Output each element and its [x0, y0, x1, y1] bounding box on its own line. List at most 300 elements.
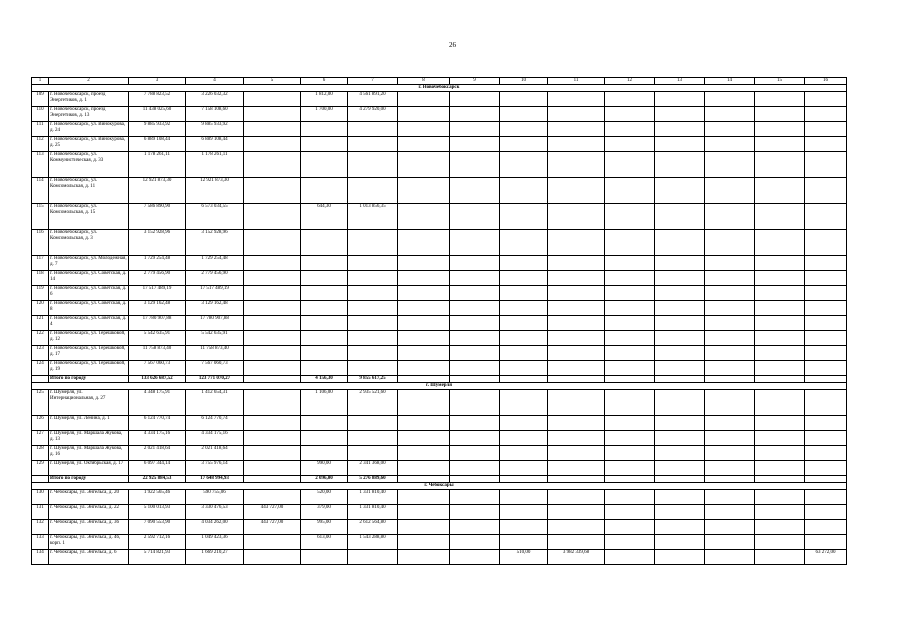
value-cell — [655, 301, 705, 316]
value-cell — [301, 331, 348, 346]
value-cell — [450, 476, 500, 483]
address-cell: г. Новочебоксарск, ул. Винокурова, д. 25 — [49, 137, 129, 152]
value-cell — [244, 361, 301, 376]
value-cell — [755, 431, 805, 446]
address-cell: г. Новочебоксарск, ул. Коммунистическая, д. 33 — [49, 152, 129, 178]
column-number: 1 — [32, 78, 49, 85]
value-cell — [500, 178, 548, 204]
value-cell — [398, 204, 450, 230]
value-cell — [655, 361, 705, 376]
value-cell — [244, 416, 301, 431]
address-cell: г. Новочебоксарск, ул. Комсомольская, д. 15 — [49, 204, 129, 230]
value-cell: 7 586 890,90 — [129, 204, 186, 230]
row-number-cell: 133 — [32, 535, 49, 550]
value-cell — [450, 230, 500, 256]
column-number: 13 — [655, 78, 705, 85]
data-table — [31, 77, 847, 565]
value-cell: 6 573 034,55 — [186, 204, 244, 230]
value-cell — [655, 390, 705, 416]
value-cell — [398, 490, 450, 505]
value-cell — [500, 490, 548, 505]
total-label-cell: Итого по городу — [49, 476, 129, 483]
value-cell — [755, 520, 805, 535]
value-cell: 1 812,00 — [301, 92, 348, 107]
value-cell — [605, 137, 655, 152]
value-cell: 133 626 687,52 — [129, 376, 186, 383]
column-number: 6 — [301, 78, 348, 85]
value-cell — [755, 137, 805, 152]
table-row — [32, 431, 847, 446]
value-cell — [805, 390, 847, 416]
value-cell: 2 096,00 — [301, 476, 348, 483]
value-cell — [500, 286, 548, 301]
value-cell: 6 097 344,14 — [129, 461, 186, 476]
value-cell — [450, 431, 500, 446]
row-number-cell: 123 — [32, 346, 49, 361]
table-row — [32, 107, 847, 122]
section-title: г. Шумерля — [32, 383, 847, 390]
table-row — [32, 505, 847, 520]
value-cell — [655, 230, 705, 256]
value-cell — [705, 505, 755, 520]
table-row — [32, 390, 847, 416]
value-cell — [755, 271, 805, 286]
value-cell — [605, 178, 655, 204]
value-cell — [548, 152, 605, 178]
value-cell: 3 330 476,53 — [186, 505, 244, 520]
value-cell — [301, 346, 348, 361]
value-cell — [398, 92, 450, 107]
value-cell — [705, 122, 755, 137]
column-number-row — [32, 78, 847, 85]
section-title: г. Чебоксары — [32, 483, 847, 490]
value-cell: 9 885 933,92 — [129, 122, 186, 137]
value-cell: 379,00 — [301, 505, 348, 520]
value-cell: 3 129 162,48 — [186, 301, 244, 316]
value-cell — [548, 416, 605, 431]
value-cell — [348, 152, 398, 178]
value-cell: 12 921 873,30 — [129, 178, 186, 204]
address-cell: г. Новочебоксарск, проезд Энергетиков, д. 1 — [49, 92, 129, 107]
value-cell — [398, 256, 450, 271]
address-cell: г. Новочебоксарск, ул. Терешковой, д. 17 — [49, 346, 129, 361]
value-cell: 2 779 456,90 — [186, 271, 244, 286]
value-cell — [655, 476, 705, 483]
value-cell — [348, 137, 398, 152]
value-cell — [500, 505, 548, 520]
value-cell: 3 755 976,14 — [186, 461, 244, 476]
value-cell: 1 178 261,11 — [129, 152, 186, 178]
value-cell — [605, 346, 655, 361]
value-cell — [398, 390, 450, 416]
value-cell: 1 729 254,48 — [186, 256, 244, 271]
value-cell — [301, 301, 348, 316]
value-cell: 443 727,00 — [244, 520, 301, 535]
value-cell — [655, 271, 705, 286]
value-cell — [450, 446, 500, 461]
table-row — [32, 122, 847, 137]
address-cell: г. Новочебоксарск, ул. Комсомольская, д. 11 — [49, 178, 129, 204]
row-number-cell: 127 — [32, 431, 49, 446]
value-cell: 1 729 254,48 — [129, 256, 186, 271]
value-cell — [301, 361, 348, 376]
value-cell — [244, 271, 301, 286]
value-cell — [655, 256, 705, 271]
value-cell — [705, 152, 755, 178]
value-cell — [805, 490, 847, 505]
row-number-cell: 115 — [32, 204, 49, 230]
section-header-row — [32, 85, 847, 92]
value-cell — [244, 230, 301, 256]
value-cell: 7 158 108,60 — [186, 107, 244, 122]
address-cell: г. Чебоксары, ул. Энгельса, д. 46, корп. 1 — [49, 535, 129, 550]
value-cell — [548, 376, 605, 383]
value-cell — [244, 204, 301, 230]
value-cell — [605, 107, 655, 122]
value-cell — [805, 122, 847, 137]
value-cell — [755, 490, 805, 505]
address-cell: г. Чебоксары, ул. Энгельса, д. 36 — [49, 520, 129, 535]
table-row — [32, 520, 847, 535]
value-cell — [605, 286, 655, 301]
value-cell — [398, 361, 450, 376]
value-cell — [301, 230, 348, 256]
address-cell: г. Чебоксары, ул. Энгельса, д. 6 — [49, 550, 129, 565]
value-cell — [705, 390, 755, 416]
address-cell: г. Новочебоксарск, ул. Советская, д. 4 — [49, 316, 129, 331]
value-cell — [705, 316, 755, 331]
value-cell — [450, 346, 500, 361]
value-cell: 4 034 262,00 — [186, 520, 244, 535]
value-cell — [301, 550, 348, 565]
value-cell — [450, 256, 500, 271]
table-row — [32, 346, 847, 361]
value-cell: 1 106,00 — [301, 390, 348, 416]
value-cell — [500, 535, 548, 550]
value-cell — [450, 520, 500, 535]
value-cell — [655, 461, 705, 476]
column-number: 4 — [186, 78, 244, 85]
value-cell — [605, 301, 655, 316]
value-cell — [450, 416, 500, 431]
section-header-row — [32, 483, 847, 490]
value-cell — [244, 178, 301, 204]
row-number-cell: 120 — [32, 301, 49, 316]
table-row — [32, 461, 847, 476]
table-row — [32, 204, 847, 230]
value-cell — [348, 361, 398, 376]
value-cell — [605, 416, 655, 431]
value-cell: 7 567 060,73 — [129, 361, 186, 376]
value-cell — [705, 476, 755, 483]
value-cell — [805, 416, 847, 431]
value-cell — [705, 361, 755, 376]
value-cell — [348, 316, 398, 331]
value-cell — [348, 178, 398, 204]
value-cell — [655, 178, 705, 204]
value-cell — [705, 271, 755, 286]
value-cell — [705, 416, 755, 431]
value-cell — [548, 361, 605, 376]
total-row — [32, 376, 847, 383]
value-cell — [755, 446, 805, 461]
value-cell — [705, 461, 755, 476]
value-cell — [755, 361, 805, 376]
row-number-cell: 130 — [32, 490, 49, 505]
value-cell — [450, 490, 500, 505]
row-number-cell: 126 — [32, 416, 49, 431]
value-cell — [755, 535, 805, 550]
row-number-cell: 124 — [32, 361, 49, 376]
value-cell — [450, 535, 500, 550]
value-cell — [500, 107, 548, 122]
value-cell: 2 341 368,00 — [348, 461, 398, 476]
table-row — [32, 535, 847, 550]
value-cell: 510,00 — [500, 550, 548, 565]
value-cell — [301, 446, 348, 461]
value-cell — [705, 376, 755, 383]
address-cell: г. Шумерля, ул. Маршала Жукова, д. 16 — [49, 446, 129, 461]
value-cell — [705, 107, 755, 122]
value-cell — [348, 271, 398, 286]
value-cell — [500, 271, 548, 286]
value-cell — [398, 301, 450, 316]
value-cell: 4 156,30 — [301, 376, 348, 383]
value-cell — [500, 316, 548, 331]
value-cell — [450, 361, 500, 376]
column-number: 12 — [605, 78, 655, 85]
column-number: 16 — [805, 78, 847, 85]
value-cell — [805, 178, 847, 204]
value-cell — [450, 92, 500, 107]
value-cell — [244, 490, 301, 505]
value-cell — [548, 346, 605, 361]
value-cell — [301, 431, 348, 446]
value-cell: 11 758 873,40 — [186, 346, 244, 361]
value-cell — [450, 271, 500, 286]
row-number-cell: 125 — [32, 390, 49, 416]
row-number-cell: 109 — [32, 92, 49, 107]
value-cell — [755, 550, 805, 565]
value-cell — [705, 490, 755, 505]
value-cell — [655, 416, 705, 431]
address-cell: г. Новочебоксарск, ул. Советская, д. 8 — [49, 301, 129, 316]
row-number-cell: 121 — [32, 316, 49, 331]
value-cell — [705, 137, 755, 152]
value-cell — [755, 178, 805, 204]
value-cell — [244, 286, 301, 301]
value-cell: 2 021 418,64 — [129, 446, 186, 461]
value-cell — [450, 122, 500, 137]
value-cell — [805, 361, 847, 376]
value-cell: 4 561 891,20 — [348, 92, 398, 107]
value-cell — [605, 520, 655, 535]
value-cell — [755, 346, 805, 361]
value-cell — [755, 92, 805, 107]
value-cell — [655, 520, 705, 535]
value-cell — [755, 152, 805, 178]
value-cell — [548, 286, 605, 301]
value-cell: 590 755,06 — [186, 490, 244, 505]
value-cell — [500, 301, 548, 316]
value-cell — [805, 256, 847, 271]
value-cell — [705, 230, 755, 256]
value-cell — [805, 520, 847, 535]
value-cell — [348, 256, 398, 271]
table-body — [32, 78, 847, 565]
value-cell — [398, 331, 450, 346]
row-number-cell: 114 — [32, 178, 49, 204]
value-cell — [244, 137, 301, 152]
value-cell — [655, 92, 705, 107]
row-number-cell — [32, 376, 49, 383]
value-cell: 4 348 175,91 — [129, 390, 186, 416]
value-cell — [605, 256, 655, 271]
value-cell — [244, 376, 301, 383]
value-cell — [548, 178, 605, 204]
table-row — [32, 92, 847, 107]
value-cell — [500, 92, 548, 107]
value-cell: 5 542 635,91 — [186, 331, 244, 346]
value-cell: 17 780 907,88 — [186, 316, 244, 331]
value-cell — [500, 230, 548, 256]
value-cell — [398, 520, 450, 535]
value-cell — [655, 346, 705, 361]
value-cell — [548, 446, 605, 461]
value-cell — [805, 316, 847, 331]
table-row — [32, 490, 847, 505]
address-cell: г. Чебоксары, ул. Энгельса, д. 22 — [49, 505, 129, 520]
value-cell — [244, 316, 301, 331]
value-cell — [605, 476, 655, 483]
table-row — [32, 256, 847, 271]
row-number-cell: 132 — [32, 520, 49, 535]
value-cell: 9 885 933,92 — [186, 122, 244, 137]
address-cell: г. Новочебоксарск, ул. Советская, д. 6 — [49, 286, 129, 301]
column-number: 3 — [129, 78, 186, 85]
row-number-cell: 122 — [32, 331, 49, 346]
value-cell — [301, 256, 348, 271]
row-number-cell: 128 — [32, 446, 49, 461]
value-cell — [655, 316, 705, 331]
value-cell — [605, 446, 655, 461]
table-row — [32, 301, 847, 316]
value-cell — [398, 461, 450, 476]
value-cell: 1 412 654,31 — [186, 390, 244, 416]
value-cell — [548, 204, 605, 230]
value-cell: 5 276 889,60 — [348, 476, 398, 483]
value-cell — [805, 286, 847, 301]
value-cell — [548, 256, 605, 271]
value-cell — [548, 137, 605, 152]
value-cell: 1 178 261,11 — [186, 152, 244, 178]
value-cell — [301, 416, 348, 431]
value-cell — [605, 431, 655, 446]
value-cell: 443 727,00 — [244, 505, 301, 520]
value-cell: 2 592 712,16 — [129, 535, 186, 550]
value-cell: 7 788 823,52 — [129, 92, 186, 107]
value-cell — [500, 476, 548, 483]
row-number-cell: 112 — [32, 137, 49, 152]
value-cell — [348, 301, 398, 316]
value-cell — [605, 535, 655, 550]
value-cell — [500, 416, 548, 431]
table-row — [32, 178, 847, 204]
table-row — [32, 286, 847, 301]
value-cell: 990,00 — [301, 461, 348, 476]
address-cell: г. Шумерля, ул. Октябрьская, д. 17 — [49, 461, 129, 476]
value-cell: 3 226 032,32 — [186, 92, 244, 107]
address-cell: г. Новочебоксарск, ул. Винокурова, д. 24 — [49, 122, 129, 137]
column-number: 15 — [755, 78, 805, 85]
value-cell — [548, 476, 605, 483]
value-cell — [655, 286, 705, 301]
value-cell — [605, 152, 655, 178]
value-cell — [398, 230, 450, 256]
value-cell — [548, 390, 605, 416]
value-cell: 6 889 108,44 — [129, 137, 186, 152]
value-cell — [301, 137, 348, 152]
table-row — [32, 550, 847, 565]
value-cell: 1 543 288,80 — [348, 535, 398, 550]
value-cell: 2 779 456,90 — [129, 271, 186, 286]
value-cell — [244, 535, 301, 550]
value-cell: 123 771 070,27 — [186, 376, 244, 383]
row-number-cell: 110 — [32, 107, 49, 122]
value-cell: 11 438 025,60 — [129, 107, 186, 122]
value-cell — [805, 152, 847, 178]
value-cell — [805, 535, 847, 550]
value-cell — [705, 286, 755, 301]
column-number: 7 — [348, 78, 398, 85]
value-cell: 613,00 — [301, 535, 348, 550]
value-cell — [605, 271, 655, 286]
table-row — [32, 361, 847, 376]
value-cell — [605, 376, 655, 383]
value-cell — [348, 550, 398, 565]
value-cell — [348, 122, 398, 137]
value-cell — [755, 476, 805, 483]
value-cell — [705, 256, 755, 271]
value-cell — [805, 92, 847, 107]
table-row — [32, 137, 847, 152]
value-cell — [548, 301, 605, 316]
value-cell — [605, 122, 655, 137]
row-number-cell: 118 — [32, 271, 49, 286]
value-cell — [655, 331, 705, 346]
value-cell — [398, 416, 450, 431]
value-cell — [500, 376, 548, 383]
value-cell — [450, 137, 500, 152]
value-cell: 63 272,00 — [805, 550, 847, 565]
value-cell — [244, 346, 301, 361]
value-cell — [755, 204, 805, 230]
address-cell: г. Новочебоксарск, ул. Молодежная, д. 7 — [49, 256, 129, 271]
value-cell — [348, 431, 398, 446]
value-cell: 4 279 920,00 — [348, 107, 398, 122]
table-row — [32, 271, 847, 286]
value-cell — [398, 550, 450, 565]
value-cell — [500, 137, 548, 152]
column-number: 14 — [705, 78, 755, 85]
value-cell — [398, 446, 450, 461]
value-cell: 1 049 423,36 — [186, 535, 244, 550]
value-cell — [450, 204, 500, 230]
value-cell — [655, 550, 705, 565]
value-cell: 17 517 489,19 — [129, 286, 186, 301]
value-cell: 520,00 — [301, 490, 348, 505]
value-cell — [805, 346, 847, 361]
